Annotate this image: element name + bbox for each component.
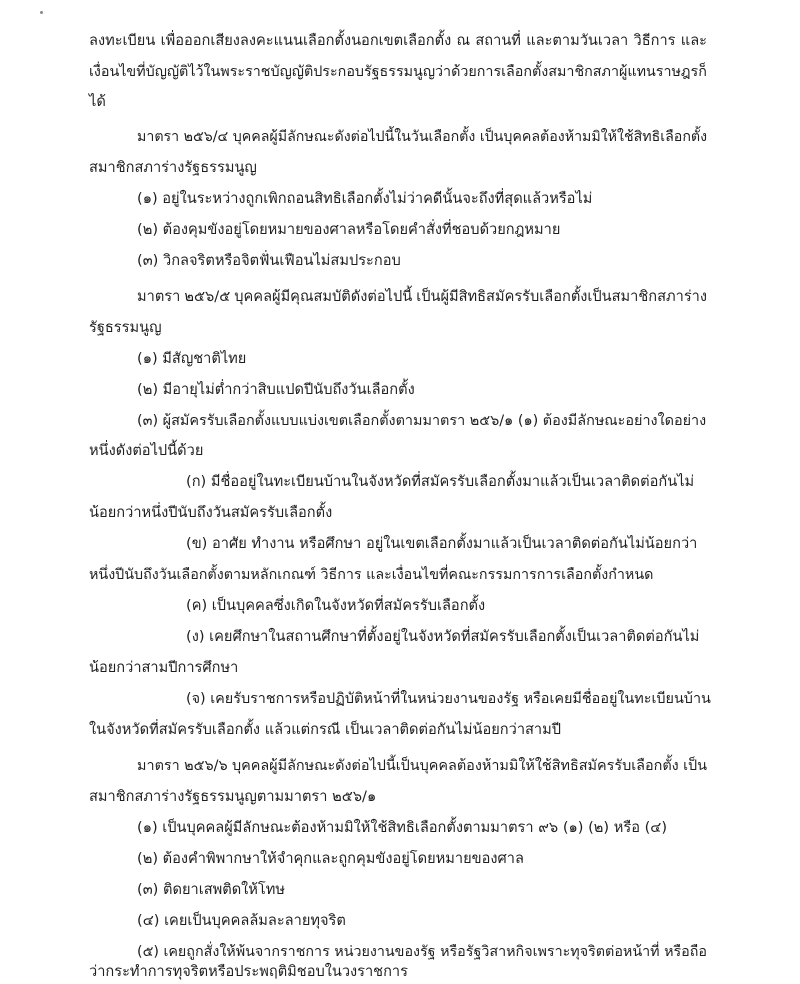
text-fragment: ๒๕๖/๕ (184, 288, 231, 305)
section-256-6-item-5-line-1 (137, 942, 707, 962)
section-256-5-item-3-line-2: หนึ่งดังต่อไปนี้ด้วย (89, 442, 204, 459)
text-fragment: บุคคลผู้มีลักษณะดังต่อไปนี้เป็นบุคคลต้องห้ามมิให้ใช้สิทธิสมัครรับเลือกตั้ง (231, 758, 679, 774)
subitem-d-line-2: น้อยกว่าสามปีการศึกษา (89, 659, 239, 676)
text-fragment: (๕) (137, 944, 159, 960)
text-fragment: และ (680, 32, 707, 49)
section-256-6-item-3: (๓) ติดยาเสพติดให้โทษ (137, 881, 285, 898)
section-256-5-item-2: (๒) มีอายุไม่ต่ำกว่าสิบแปดปีนับถึงวันเลือกตั้ง (137, 381, 415, 398)
subitem-e-line-1: (จ) เคยรับราชการหรือปฏิบัติหน้าที่ในหน่วยงานของรัฐ หรือเคยมีชื่ออยู่ในทะเบียนบ้าน (186, 691, 711, 707)
subitem-d-line-1: (ง) เคยศึกษาในสถานศึกษาที่ตั้งอยู่ในจังหวัดที่สมัครรับเลือกตั้งเป็นเวลาติดต่อกันไม่ (186, 628, 700, 645)
subitem-e-line-2: ในจังหวัดที่สมัครรับเลือกตั้ง แล้วแต่กรณี เป็นเวลาติดต่อกันไม่น้อยกว่าสามปี (89, 721, 561, 738)
subitem-c-line-1: (ค) เป็นบุคคลซึ่งเกิดในจังหวัดที่สมัครรับเลือกตั้ง (186, 597, 486, 614)
text-fragment: เป็น (683, 758, 707, 774)
text-fragment: เคยถูกสั่งให้พ้นจากราชการ (163, 944, 330, 960)
section-256-5-item-3-line-1: (๓) ผู้สมัครรับเลือกตั้งแบบแบ่งเขตเลือกตั้งตามมาตรา ๒๕๖/๑ (๑) ต้องมีลักษณะอย่างใดอย่าง (137, 413, 707, 429)
section-256-6-item-1: (๑) เป็นบุคคลผู้มีลักษณะต้องห้ามมิให้ใช้สิทธิเลือกตั้งตามมาตรา ๙๖ (๑) (๒) หรือ (๔) (137, 819, 668, 836)
text-fragment: สถานที่ (475, 32, 521, 49)
text-fragment: ๒๕๖/๖ (184, 758, 228, 774)
scan-speck (40, 11, 43, 14)
section-256-4-line-1: มาตรา ๒๕๖/๔ บุคคลผู้มีลักษณะดังต่อไปนี้ในวันเลือกตั้ง เป็นบุคคลต้องห้ามมิให้ใช้สิทธิเลือกตั้ง (137, 129, 708, 145)
section-256-4-line-2: สมาชิกสภาร่างรัฐธรรมนูญ (89, 159, 257, 176)
section-256-6-line-1 (137, 756, 707, 776)
text-fragment: มาตรา (137, 758, 180, 774)
subitem-a-line-1: (ก) มีชื่ออยู่ในทะเบียนบ้านในจังหวัดที่สมัครรับเลือกตั้งมาแล้วเป็นเวลาติดต่อกันไม่ (186, 473, 695, 490)
section-256-4-item-1: (๑) อยู่ในระหว่างถูกเพิกถอนสิทธิเลือกตั้งไม่ว่าคดีนั้นจะถึงที่สุดแล้วหรือไม่ (137, 190, 593, 207)
section-256-6-item-4: (๔) เคยเป็นบุคคลล้มละลายทุจริต (137, 912, 346, 929)
text-fragment: บุคคลผู้มีคุณสมบัติดังต่อไปนี้ (234, 288, 413, 305)
text-fragment: เป็นผู้มีสิทธิสมัครรับเลือกตั้งเป็นสมาชิกสภาร่าง (416, 288, 707, 305)
text-fragment: หน่วยงานของรัฐ (334, 944, 436, 960)
text-fragment: ลงทะเบียน (89, 32, 156, 49)
section-256-5-item-1: (๑) มีสัญชาติไทย (137, 350, 247, 367)
section-256-4-item-3: (๓) วิกลจริตหรือจิตฟั่นเฟือนไม่สมประกอบ (137, 252, 401, 269)
text-fragment: มาตรา (137, 288, 181, 305)
section-256-5-line-1 (137, 287, 707, 307)
subitem-b-line-2: หนึ่งปีนับถึงวันเลือกตั้งตามหลักเกณฑ์ วิธีการ และเงื่อนไขที่คณะกรรมการการเลือกตั้งกำหนด (89, 567, 654, 583)
text-fragment: วิธีการ (633, 32, 676, 49)
section-256-6-item-5-line-2: ว่ากระทำการทุจริตหรือประพฤติมิชอบในวงราชการ (89, 963, 408, 980)
subitem-a-line-2: น้อยกว่าหนึ่งปีนับถึงวันสมัครรับเลือกตั้ง (89, 504, 333, 521)
text-fragment: ณ (456, 32, 471, 49)
section-256-4-item-2: (๒) ต้องคุมขังอยู่โดยหมายของศาลหรือโดยคำสั่งที่ชอบด้วยกฎหมาย (137, 221, 561, 238)
text-fragment: เพื่อออกเสียงลงคะแนนเลือกตั้งนอกเขตเลือกตั้ง (160, 32, 452, 49)
text-fragment: และตามวันเวลา (526, 32, 629, 49)
text-fragment: หรือถือ (664, 944, 707, 960)
intro-line-1 (89, 31, 707, 51)
section-256-6-item-2: (๒) ต้องคำพิพากษาให้จำคุกและถูกคุมขังอยู่โดยหมายของศาล (137, 850, 524, 867)
section-256-5-line-2: รัฐธรรมนูญ (89, 319, 162, 336)
subitem-b-line-1: (ข) อาศัย ทำงาน หรือศึกษา อยู่ในเขตเลือกตั้งมาแล้วเป็นเวลาติดต่อกันไม่น้อยกว่า (186, 535, 698, 552)
intro-line-2: เงื่อนไขที่บัญญัติไว้ในพระราชบัญญัติประกอบรัฐธรรมนูญว่าด้วยการเลือกตั้งสมาชิกสภาผู้แทนราษฎรก็ (89, 64, 707, 80)
intro-line-3: ได้ (89, 93, 106, 110)
section-256-6-line-2: สมาชิกสภาร่างรัฐธรรมนูญตามมาตรา ๒๕๖/๑ (89, 788, 377, 805)
text-fragment: หรือรัฐวิสาหกิจเพราะทุจริตต่อหน้าที่ (440, 944, 660, 960)
